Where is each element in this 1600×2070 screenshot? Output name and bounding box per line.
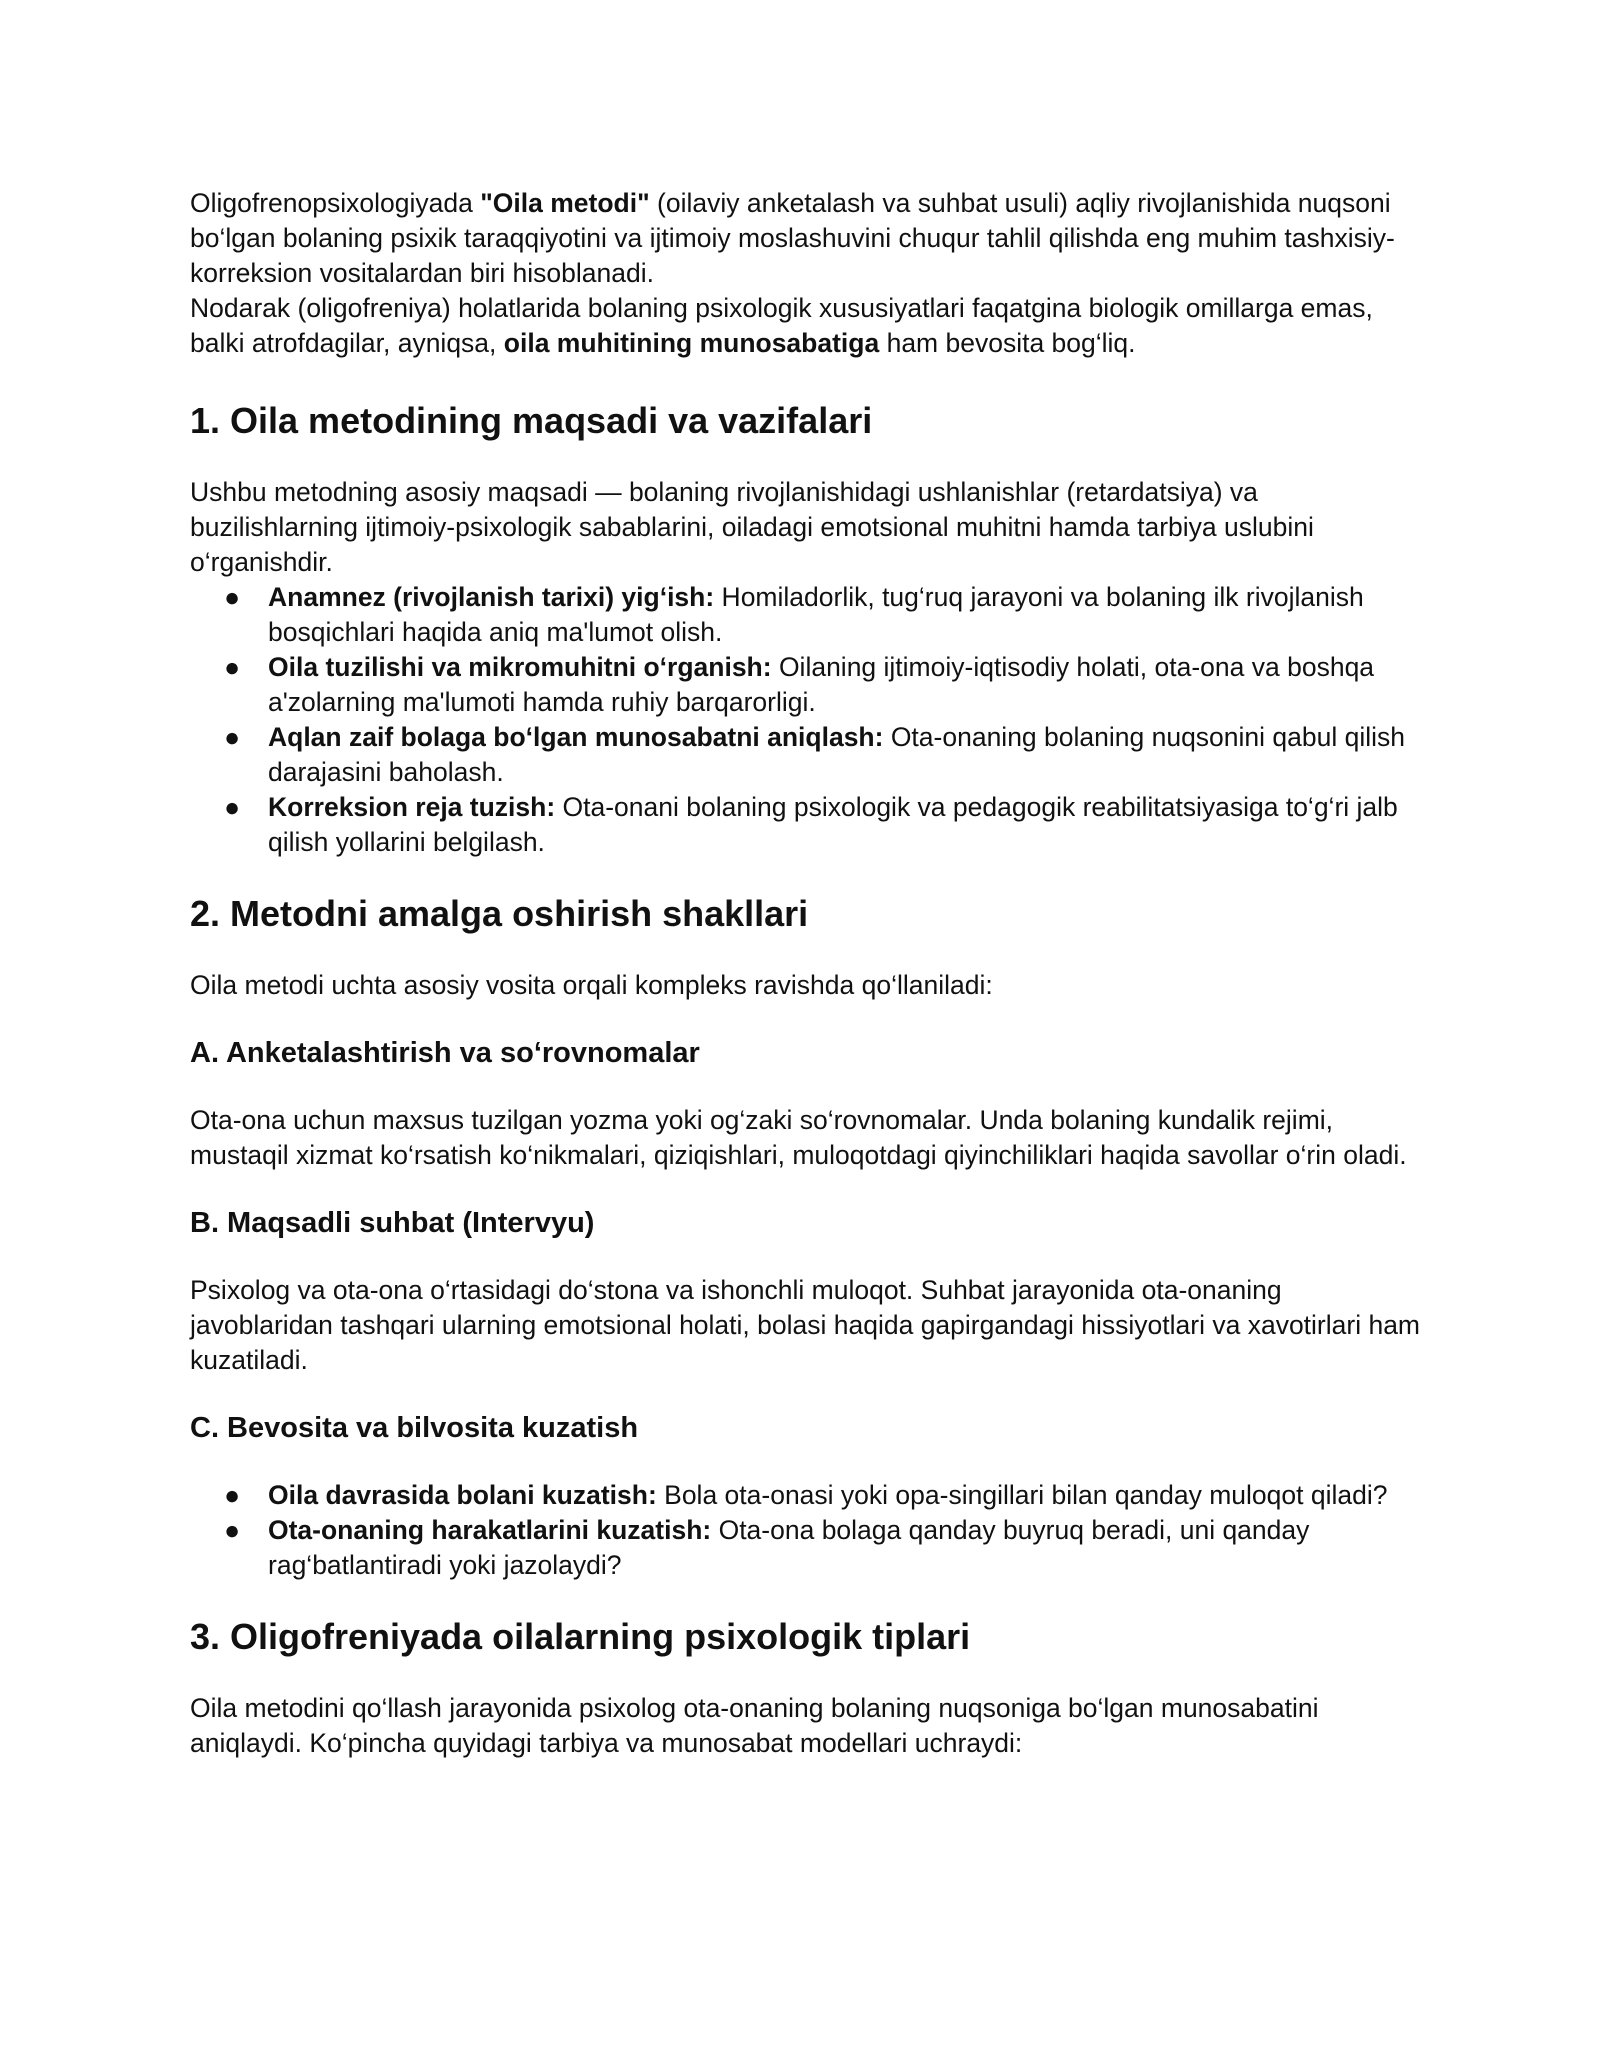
bullet-icon: ● <box>224 582 241 612</box>
section-1-heading: 1. Oila metodining maqsadi va vazifalari <box>190 400 873 441</box>
list-item: ● Korreksion reja tuzish: Ota-onani bolaning psixologik va pedagogik reabilitatsiyasiga to‘g‘ri jalb qilish yollarini belgilash. <box>224 792 1398 857</box>
section-2-heading: 2. Metodni amalga oshirish shakllari <box>190 893 809 934</box>
intro-paragraph-1: Oligofrenopsixologiyada "Oila metodi" (oilaviy anketalash va suhbat usuli) aqliy rivojlanishida nuqsoni bo‘lgan bolaning psixik taraqqiyotini va ijtimoiy moslashuvini chuqur tahlil qilishda eng muhim tashxisiy-korreksion vositalardan biri hisoblanadi. <box>190 188 1395 288</box>
section-2c-bullet-list <box>190 1478 1420 1583</box>
list-item: ● Ota-onaning harakatlarini kuzatish: Ota-ona bolaga qanday buyruq beradi, uni qanday rag‘batlantiradi yoki jazolaydi? <box>224 1515 1310 1580</box>
bullet-icon: ● <box>224 722 241 752</box>
section-2a-heading: A. Anketalashtirish va so‘rovnomalar <box>190 1037 700 1069</box>
section-1-bullet-list <box>190 580 1420 860</box>
section-3-text: Oila metodini qo‘llash jarayonida psixolog ota-onaning bolaning nuqsoniga bo‘lgan munosabatini aniqlaydi. Ko‘pincha quyidagi tarbiya va munosabat modellari uchraydi: <box>190 1693 1319 1758</box>
section-1-text: Ushbu metodning asosiy maqsadi — bolaning rivojlanishidagi ushlanishlar (retardatsiya) va buzilishlarning ijtimoiy-psixologik sabablarini, oiladagi emotsional muhitni hamda tarbiya uslubini o‘rganishdir. <box>190 477 1314 577</box>
section-3-heading: 3. Oligofreniyada oilalarning psixologik tiplari <box>190 1616 971 1657</box>
section-2b-text: Psixolog va ota-ona o‘rtasidagi do‘stona va ishonchli muloqot. Suhbat jarayonida ota-onaning javoblaridan tashqari ularning emotsional holati, bolasi haqida gapirgandagi hissiyotlari va xavotirlari ham kuzatiladi. <box>190 1275 1421 1375</box>
list-item: ● Aqlan zaif bolaga bo‘lgan munosabatni aniqlash: Ota-onaning bolaning nuqsonini qabul qilish darajasini baholash. <box>224 722 1406 787</box>
list-item: ● Oila tuzilishi va mikromuhitni o‘rganish: Oilaning ijtimoiy-iqtisodiy holati, ota-ona va boshqa a'zolarning ma'lumoti hamda ruhiy barqarorligi. <box>224 652 1375 717</box>
section-2b-heading: B. Maqsadli suhbat (Intervyu) <box>190 1207 595 1239</box>
bullet-icon: ● <box>224 652 241 682</box>
bullet-icon: ● <box>224 792 241 822</box>
list-item: ● Oila davrasida bolani kuzatish: Bola ota-onasi yoki opa-singillari bilan qanday muloqot qiladi? <box>190 1478 1420 1513</box>
document-page <box>190 186 1420 1761</box>
intro-paragraph-2: Nodarak (oligofreniya) holatlarida bolaning psixologik xususiyatlari faqatgina biologik omillarga emas, balki atrofdagilar, ayniqsa, oila muhitining munosabatiga ham bevosita bog‘liq. <box>190 293 1373 358</box>
section-2c-heading: C. Bevosita va bilvosita kuzatish <box>190 1412 639 1444</box>
section-2a-text: Ota-ona uchun maxsus tuzilgan yozma yoki og‘zaki so‘rovnomalar. Unda bolaning kundalik rejimi, mustaqil xizmat ko‘rsatish ko‘nikmalari, qiziqishlari, muloqotdagi qiyinchiliklari haqida savollar o‘rin oladi. <box>190 1105 1407 1170</box>
list-item: ● Anamnez (rivojlanish tarixi) yig‘ish: Homiladorlik, tug‘ruq jarayoni va bolaning ilk rivojlanish bosqichlari haqida aniq ma'lumot olish. <box>224 582 1364 647</box>
section-2-text: Oila metodi uchta asosiy vosita orqali kompleks ravishda qo‘llaniladi: <box>190 970 993 1000</box>
bullet-icon: ● <box>224 1480 241 1510</box>
bullet-icon: ● <box>224 1515 241 1545</box>
